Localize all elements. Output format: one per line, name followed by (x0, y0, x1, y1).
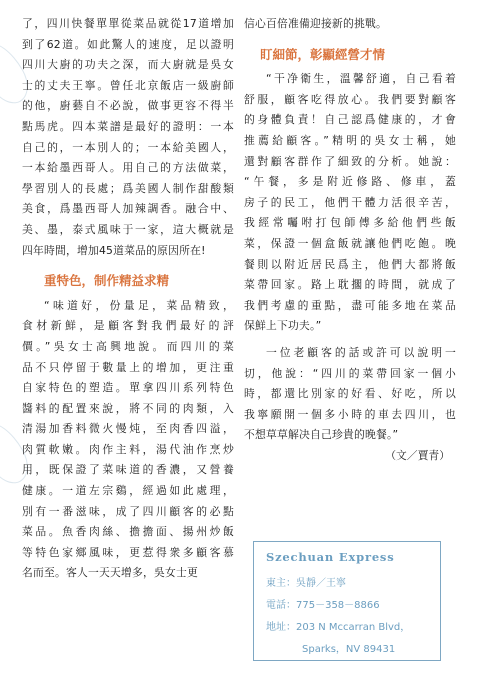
address-label: 地址： (266, 622, 296, 633)
text-line: 房子的民工，他們干體力活很辛苦， (244, 195, 456, 209)
text-line: 等特色家鄉風味，更惹得衆多顧客慕 (22, 545, 234, 559)
text-line: 推薦給顧客。”精明的吳女士稱，她 (244, 133, 456, 147)
text-line: 學習別人的長處；爲美國人制作甜酸類 (22, 181, 234, 195)
text-line: 舒服，顧客吃得放心。我們要對顧客 (244, 92, 456, 106)
text-line: 用，既保證了菜味道的香濃，又營養 (22, 463, 234, 477)
text-line: 不想草草解决自己珍貴的晚餐。” (244, 428, 399, 442)
text-line: 別有一番滋味，成了四川顧客的必點 (22, 504, 234, 518)
address-row (266, 618, 410, 633)
phone-row (266, 596, 380, 611)
left-column (22, 14, 234, 584)
text-line: 名而至。客人一天天增多，吳女士更 (22, 566, 198, 580)
text-line: 美、墨，泰式風味于一家，這大概就是 (22, 222, 234, 236)
restaurant-info-box (253, 541, 441, 661)
phone-value: 775－358－8866 (296, 600, 380, 611)
paragraph-block (22, 296, 234, 584)
address-line-2: Sparks，NV 89431 (302, 644, 396, 655)
paragraph-block (244, 69, 456, 337)
owner-value: 吳靜／王寧 (296, 578, 346, 589)
text-line: “味道好，份量足，菜品精致， (44, 298, 234, 312)
text-line: 我們考慮的重點，盡可能多地在菜品 (244, 298, 456, 312)
paragraph-block (244, 14, 456, 35)
address-line-1: 203 N Mccarran Blvd， (296, 622, 411, 633)
text-line: 我經常囑咐打包師傅多給他們些飯 (244, 216, 456, 230)
text-line: 餐則以附近居民爲主，他們大都將飯 (244, 257, 456, 271)
text-line: 價。”吳女士高興地說。而四川的菜 (22, 339, 234, 353)
section-heading: 重特色，制作精益求精 (44, 273, 170, 289)
text-line: 四川大廚的功夫之深，而大廚就是吳女 (22, 58, 234, 72)
text-line: 美食，爲墨西哥人加辣調香。融合中、 (22, 202, 234, 216)
text-line: 點馬虎。四本菜譜是最好的證明：一本 (22, 119, 234, 133)
text-line: 的他，廚藝自不必說，做事更容不得半 (22, 99, 234, 113)
right-column (244, 14, 456, 466)
text-line: 切，他說：“四川的菜帶回家一個小 (244, 366, 456, 380)
owner-row (266, 574, 346, 589)
restaurant-name: Szechuan Express (266, 550, 395, 564)
owner-label: 東主： (266, 578, 296, 589)
text-line: 一本給墨西哥人。用自己的方法做菜， (22, 161, 234, 175)
text-line: 時，都還比別家的好看、好吃，所以 (244, 387, 456, 401)
text-line: 品不只停留于數量上的增加，更注重 (22, 360, 234, 374)
text-line: 了，四川快餐單單從菜品就從17道增加 (22, 17, 234, 30)
address-row-2 (302, 640, 395, 655)
section-heading: 盯細節，彰顯經營才情 (260, 46, 386, 62)
text-line: “干净衛生，溫馨舒適，自己看着 (266, 72, 456, 86)
text-line: 還對顧客群作了細致的分析。她說： (244, 154, 456, 168)
text-line: 四年時間，增加45道菜品的原因所在! (22, 243, 206, 257)
text-line: 一位老顧客的話或許可以說明一 (266, 345, 456, 359)
text-line: 我寧願開一個多小時的車去四川，也 (244, 407, 456, 421)
text-line: 保鮮上下功夫。” (244, 319, 322, 333)
paragraph-block (22, 14, 234, 261)
text-line: 菜帶回家。路上耽擱的時間，就成了 (244, 278, 456, 292)
phone-label: 電話： (266, 600, 296, 611)
text-line: 菜，保證一個盒飯就讓他們吃飽。晚 (244, 236, 456, 250)
text-line: 肉質軟嫩。肉作主料，湯代油作烹炒 (22, 442, 234, 456)
text-line: 菜品。魚香肉絲、擔擔面、揚州炒飯 (22, 525, 234, 539)
text-line: 的身體負責！自己認爲健康的，才會 (244, 113, 456, 127)
text-line: 醬料的配置來說，將不同的肉類，入 (22, 401, 234, 415)
text-line: 自己的，一本別人的；一本給美國人， (22, 140, 234, 154)
text-line: 清湯加香料微火慢炖，至肉香四溢， (22, 422, 234, 436)
text-line: 士的丈夫王寧。曾任北京飯店一級廚師 (22, 78, 234, 92)
text-line: “午餐，多是附近修路、修車，蓋 (244, 175, 456, 189)
paragraph-block (244, 343, 456, 446)
text-line: 食材新鮮，是顧客對我們最好的評 (22, 319, 234, 333)
text-line: 信心百倍准備迎接新的挑戰。 (244, 17, 387, 30)
text-line: 健康。一道左宗鷄，經過如此處理， (22, 484, 234, 498)
text-line: 自家特色的塑造。單拿四川系列特色 (22, 381, 234, 395)
byline: （文／賈青） (385, 448, 450, 462)
text-line: 到了62道。如此驚人的速度，足以證明 (22, 37, 234, 51)
